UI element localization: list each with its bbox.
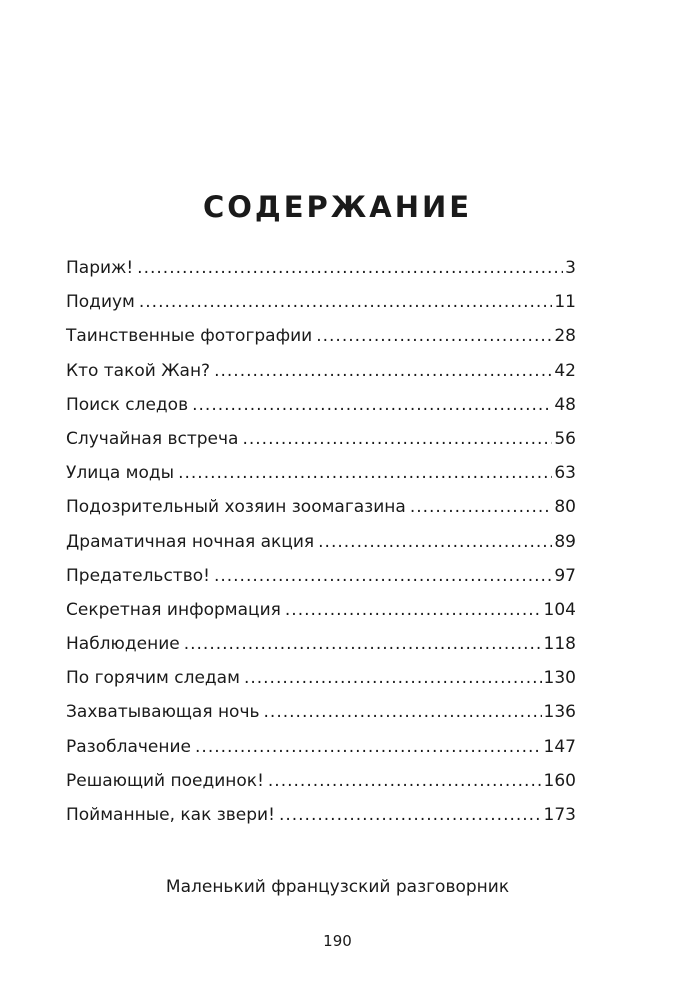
toc-dot-leader <box>244 661 542 695</box>
toc-entry <box>66 285 576 319</box>
toc-entry-title: По горячим следам <box>66 668 240 689</box>
toc-entry-page: 48 <box>554 394 576 415</box>
toc-dot-leader <box>410 490 553 524</box>
toc-entry <box>66 695 576 729</box>
toc-entry-title: Таинственные фотографии <box>66 326 313 347</box>
toc-entry <box>66 559 576 593</box>
toc-entry <box>66 251 576 285</box>
page-number: 190 <box>323 932 352 950</box>
toc-entry-page: 28 <box>554 326 576 347</box>
toc-dot-leader <box>242 422 552 456</box>
toc-entry-title: Решающий поединок! <box>66 770 264 791</box>
toc-dot-leader <box>214 559 552 593</box>
page-title: СОДЕРЖАНИЕ <box>202 190 473 225</box>
toc-entry <box>66 422 576 456</box>
toc-dot-leader <box>184 627 542 661</box>
toc-entry <box>66 627 576 661</box>
toc-dot-leader <box>279 798 542 832</box>
toc-entry-title: Разоблачение <box>66 736 192 757</box>
toc-entry <box>66 388 576 422</box>
toc-entry-page: 136 <box>543 702 576 723</box>
toc-entry <box>66 319 576 353</box>
toc-entry-title: Улица моды <box>66 463 175 484</box>
toc-dot-leader <box>214 354 552 388</box>
toc-entry-page: 3 <box>565 258 576 278</box>
toc-dot-leader <box>268 764 542 798</box>
toc-entry-title: Подиум <box>66 292 135 313</box>
toc-entry <box>66 593 576 627</box>
toc-dot-leader <box>264 695 542 729</box>
toc-entry-page: 97 <box>554 565 576 586</box>
toc-entry-page: 63 <box>554 463 576 484</box>
toc-entry-page: 89 <box>554 531 576 552</box>
toc-entry-page: 130 <box>543 668 576 689</box>
toc-entry <box>66 490 576 524</box>
toc-entry-title: Поиск следов <box>66 394 189 415</box>
toc-entry-title: Кто такой Жан? <box>66 360 211 381</box>
toc-entry-page: 11 <box>554 292 576 313</box>
toc-entry-title: Подозрительный хозяин зоомагазина <box>66 497 406 518</box>
appendix-entry: Маленький французский разговорник <box>165 877 510 897</box>
toc-entry-title: Наблюдение <box>66 634 180 655</box>
toc-entry-title: Захватывающая ночь <box>66 702 260 723</box>
toc-entry <box>66 354 576 388</box>
toc-dot-leader <box>178 456 552 490</box>
toc-entry-page: 147 <box>543 736 576 757</box>
toc-entry <box>66 661 576 695</box>
toc-dot-leader <box>195 730 542 764</box>
toc-entry <box>66 525 576 559</box>
toc-entry-page: 104 <box>543 599 576 620</box>
toc-entry-page: 160 <box>543 770 576 791</box>
toc-entry-title: Предательство! <box>66 565 210 586</box>
toc-entry <box>66 730 576 764</box>
toc-dot-leader <box>192 388 552 422</box>
toc-entry-title: Пойманные, как звери! <box>66 805 275 825</box>
toc-entry-title: Драматичная ночная акция <box>66 531 315 552</box>
toc-dot-leader <box>316 319 552 353</box>
toc-dot-leader <box>318 525 552 559</box>
toc-entry-title: Париж! <box>66 258 134 278</box>
toc-dot-leader <box>285 593 542 627</box>
toc-entry-page: 118 <box>543 634 576 655</box>
table-of-contents <box>66 251 576 832</box>
toc-entry <box>66 798 576 832</box>
toc-entry-page: 80 <box>554 497 576 518</box>
toc-entry <box>66 456 576 490</box>
toc-entry-title: Случайная встреча <box>66 428 239 449</box>
toc-dot-leader <box>137 251 563 285</box>
toc-entry-page: 173 <box>543 805 576 825</box>
toc-entry <box>66 764 576 798</box>
toc-entry-page: 42 <box>554 360 576 381</box>
toc-entry-title: Секретная информация <box>66 599 281 620</box>
toc-entry-page: 56 <box>554 428 576 449</box>
toc-dot-leader <box>139 285 552 319</box>
